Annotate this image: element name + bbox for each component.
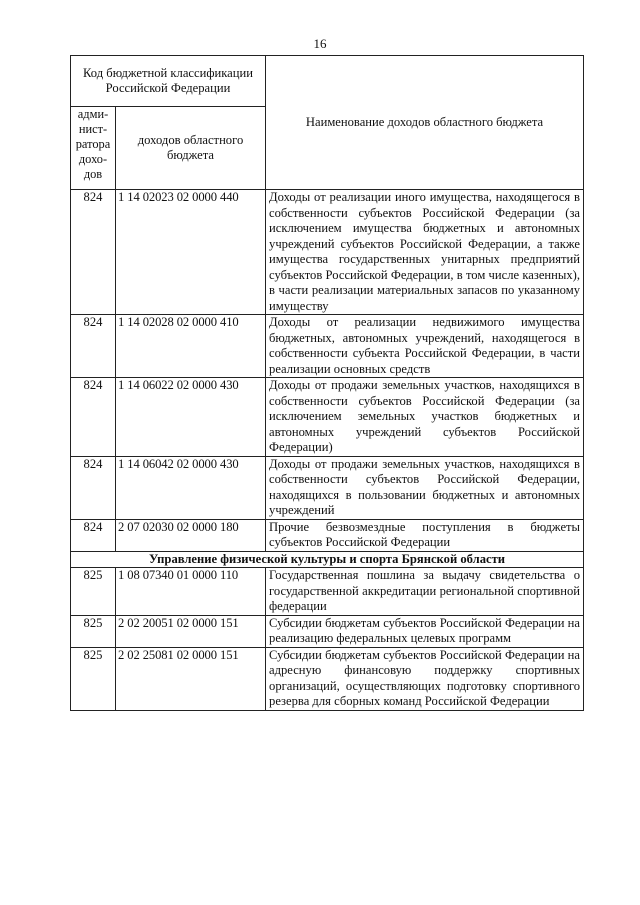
table-row xyxy=(71,456,584,519)
table-row xyxy=(71,568,584,616)
row-administrator-code: 824 xyxy=(71,315,116,378)
row-income-name: Доходы от продажи земельных участков, находящихся в собственности субъектов Российской Федерации, находящихся в пользовании бюджетных и автономных учреждений xyxy=(266,456,584,519)
row-budget-code: 1 14 06022 02 0000 430 xyxy=(116,378,266,457)
header-classification-code: Код бюджетной классификации Российской Федерации xyxy=(71,56,266,107)
row-budget-code: 2 07 02030 02 0000 180 xyxy=(116,519,266,551)
row-budget-code: 2 02 25081 02 0000 151 xyxy=(116,647,266,710)
row-budget-code: 1 08 07340 01 0000 110 xyxy=(116,568,266,616)
row-income-name: Государственная пошлина за выдачу свидетельства о государственной аккредитации региональной спортивной федерации xyxy=(266,568,584,616)
section-row xyxy=(71,551,584,568)
row-administrator-code: 824 xyxy=(71,456,116,519)
row-income-name: Субсидии бюджетам субъектов Российской Федерации на адресную финансовую поддержку спортивных организаций, осуществляющих подготовку спортивного резерва для сборных команд Российской Федерации xyxy=(266,647,584,710)
table-row xyxy=(71,315,584,378)
table-row xyxy=(71,378,584,457)
header-income-name: Наименование доходов областного бюджета xyxy=(266,56,584,190)
row-budget-code: 1 14 02028 02 0000 410 xyxy=(116,315,266,378)
row-budget-code: 2 02 20051 02 0000 151 xyxy=(116,615,266,647)
header-regional-income: доходов областного бюджета xyxy=(116,107,266,190)
row-administrator-code: 824 xyxy=(71,519,116,551)
row-income-name: Субсидии бюджетам субъектов Российской Федерации на реализацию федеральных целевых программ xyxy=(266,615,584,647)
row-budget-code: 1 14 02023 02 0000 440 xyxy=(116,190,266,315)
table-row xyxy=(71,615,584,647)
row-administrator-code: 824 xyxy=(71,190,116,315)
table-row xyxy=(71,647,584,710)
row-administrator-code: 825 xyxy=(71,568,116,616)
header-row-group xyxy=(71,56,584,107)
table-row xyxy=(71,190,584,315)
page-number: 16 xyxy=(313,36,327,51)
table-body-824 xyxy=(71,190,584,552)
header-administrator: адми-нист-ратора дохо-дов xyxy=(71,107,116,190)
row-budget-code: 1 14 06042 02 0000 430 xyxy=(116,456,266,519)
row-administrator-code: 825 xyxy=(71,647,116,710)
row-income-name: Доходы от продажи земельных участков, находящихся в собственности субъектов Российской Федерации (за исключением земельных участков бюджетных и автономных учреждений субъектов Российской Федерации) xyxy=(266,378,584,457)
row-administrator-code: 825 xyxy=(71,615,116,647)
row-income-name: Доходы от реализации иного имущества, находящегося в собственности субъектов Российской Федерации (за исключением имущества бюджетных и автономных учреждений субъектов Российской Федерации, а также имущества государственных унитарных предприятий субъектов Российской Федерации, в том числе казенных), в части реализации материальных запасов по указанному имуществу xyxy=(266,190,584,315)
row-administrator-code: 824 xyxy=(71,378,116,457)
row-income-name: Доходы от реализации недвижимого имущества бюджетных, автономных учреждений, находящегося в собственности субъекта Российской Федерации, в части реализации основных средств xyxy=(266,315,584,378)
table-body-825 xyxy=(71,568,584,711)
table-row xyxy=(71,519,584,551)
row-income-name: Прочие безвозмездные поступления в бюджеты субъектов Российской Федерации xyxy=(266,519,584,551)
budget-table xyxy=(70,55,584,711)
section-title: Управление физической культуры и спорта Брянской области xyxy=(71,551,584,568)
